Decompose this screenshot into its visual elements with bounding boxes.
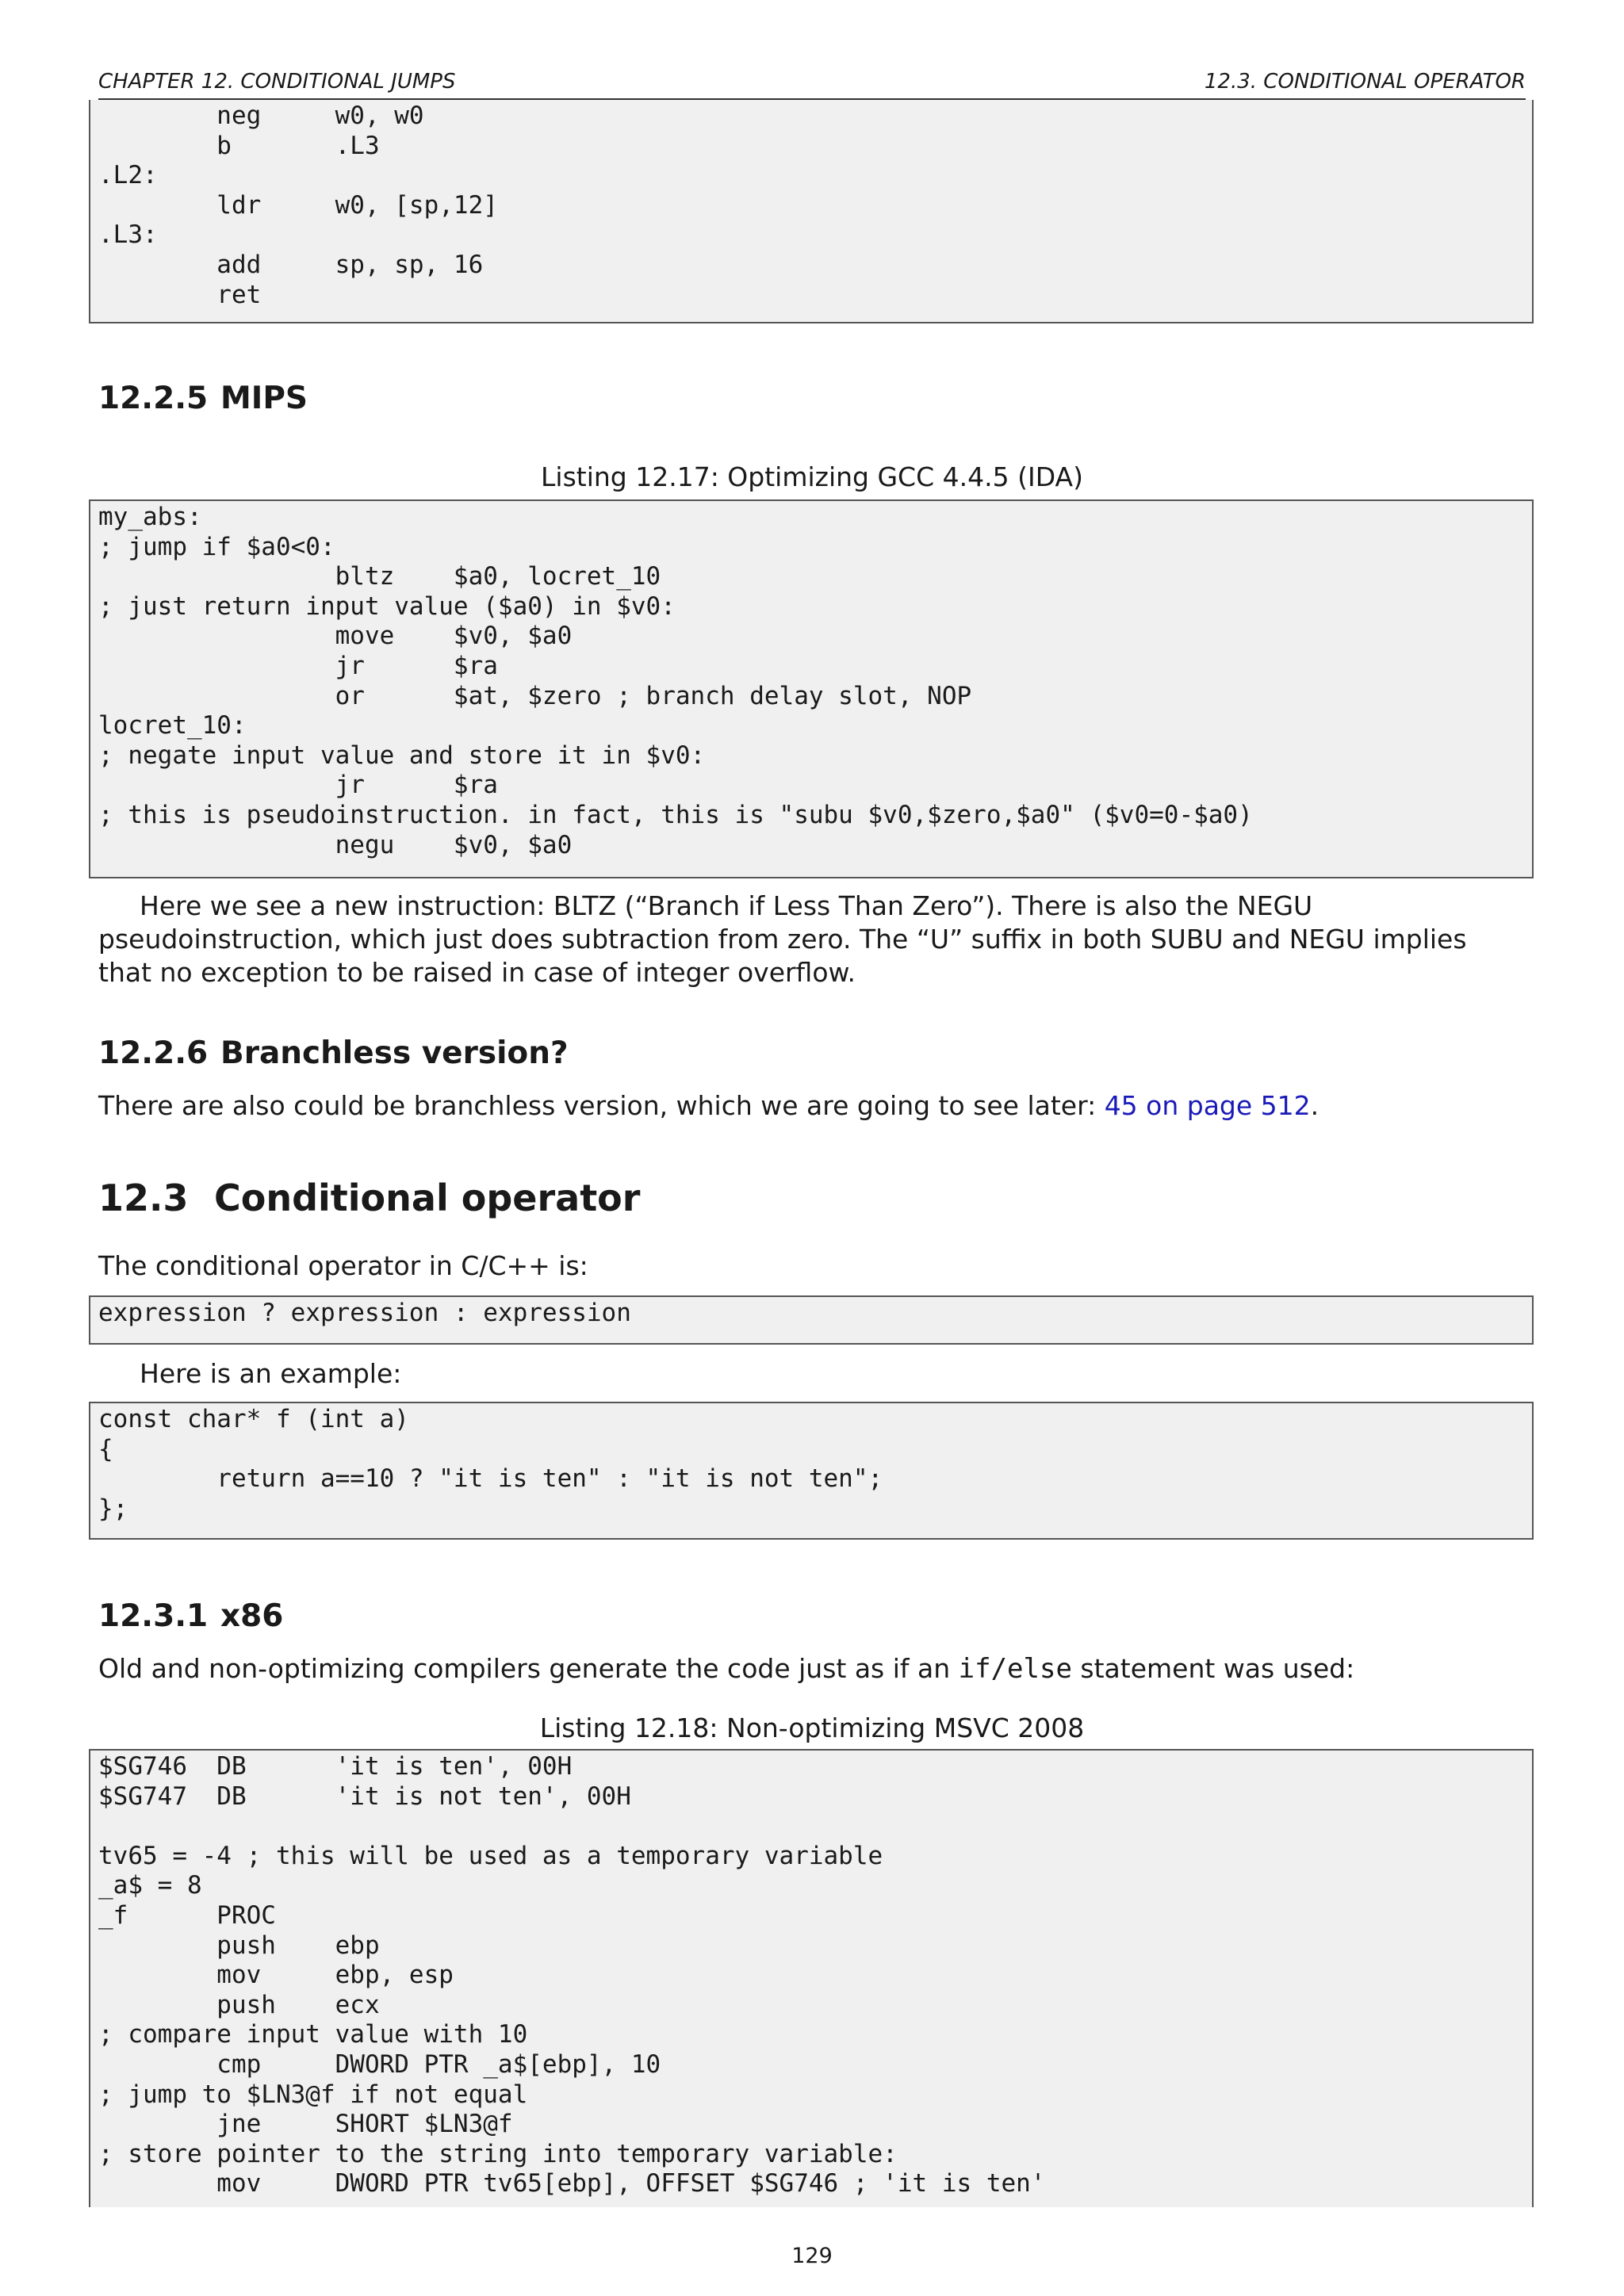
section-number: 12.3 bbox=[98, 1177, 189, 1219]
code-line: b .L3 bbox=[98, 131, 380, 160]
code-line: const char* f (int a) bbox=[98, 1405, 409, 1433]
code-block-msvc bbox=[89, 1749, 1534, 2207]
code-line: negu $v0, $a0 bbox=[98, 830, 573, 859]
code-line: expression ? expression : expression bbox=[98, 1299, 631, 1327]
code-line bbox=[98, 1812, 1524, 1842]
code-line: jr $ra bbox=[98, 651, 498, 680]
code-line: move $v0, $a0 bbox=[98, 622, 573, 651]
cross-reference-link[interactable]: 45 on page 512 bbox=[1104, 1090, 1311, 1121]
code-line: ; just return input value ($a0) in $v0: bbox=[98, 591, 676, 621]
header-section: 12.3. CONDITIONAL OPERATOR bbox=[1204, 70, 1526, 94]
header-chapter: CHAPTER 12. CONDITIONAL JUMPS bbox=[98, 70, 456, 94]
code-line: return a==10 ? "it is ten" : "it is not ten"; bbox=[98, 1464, 883, 1494]
code-line: ; this is pseudoinstruction. in fact, this is "subu $v0,$zero,$a0" ($v0=0-$a0) bbox=[98, 800, 1253, 829]
section-title: Conditional operator bbox=[214, 1177, 641, 1219]
section-number: 12.2.5 bbox=[98, 381, 209, 416]
code-line: .L2: bbox=[98, 161, 158, 190]
code-line: mov ebp, esp bbox=[98, 1961, 454, 1990]
section-heading-branchless bbox=[98, 1035, 569, 1071]
listing-caption-12-18: Listing 12.18: Non-optimizing MSVC 2008 bbox=[539, 1712, 1085, 1743]
code-block-c-example bbox=[89, 1402, 1534, 1540]
section-heading-mips bbox=[98, 381, 308, 416]
code-line: ; jump if $a0<0: bbox=[98, 532, 335, 561]
code-line: .L3: bbox=[98, 220, 158, 250]
inline-code-if-else: if/else bbox=[958, 1653, 1072, 1685]
code-line: _a$ = 8 bbox=[98, 1871, 202, 1900]
code-line: push ecx bbox=[98, 1990, 380, 2019]
code-line: or $at, $zero ; branch delay slot, NOP bbox=[98, 681, 972, 710]
code-line: push ebp bbox=[98, 1931, 380, 1960]
section-title: Branchless version? bbox=[220, 1035, 569, 1071]
section-number: 12.2.6 bbox=[98, 1035, 209, 1071]
code-line: bltz $a0, locret_10 bbox=[98, 562, 661, 591]
code-line: mov DWORD PTR tv65[ebp], OFFSET $SG746 ; 'it is ten' bbox=[98, 2169, 1046, 2198]
code-line: ; negate input value and store it in $v0: bbox=[98, 740, 706, 770]
paragraph-text: There are also could be branchless version, which we are going to see later: bbox=[98, 1090, 1105, 1121]
section-heading-x86 bbox=[98, 1598, 283, 1634]
code-line: $SG746 DB 'it is ten', 00H bbox=[98, 1752, 573, 1781]
code-line: jne SHORT $LN3@f bbox=[98, 2110, 513, 2139]
code-line: }; bbox=[98, 1494, 128, 1523]
listing-caption-12-17: Listing 12.17: Optimizing GCC 4.4.5 (IDA) bbox=[541, 461, 1083, 492]
code-line: $SG747 DB 'it is not ten', 00H bbox=[98, 1781, 631, 1811]
running-header bbox=[98, 70, 1526, 100]
code-line: { bbox=[98, 1434, 113, 1464]
code-line: my_abs: bbox=[98, 503, 202, 531]
code-line: jr $ra bbox=[98, 771, 498, 800]
paragraph-conditional-intro: The conditional operator in C/C++ is: bbox=[98, 1250, 588, 1281]
paragraph-tail: statement was used: bbox=[1071, 1653, 1355, 1684]
code-block-arm64-tail bbox=[89, 100, 1534, 323]
paragraph-mips-explanation: Here we see a new instruction: BLTZ (“Branch if Less Than Zero”). There is also the NEGU pseudoinstruction, which just does subtraction from zero. The “U” suffix in both SUBU and NEGU implies that no exception to be raised in case of integer overflow. bbox=[98, 890, 1467, 988]
paragraph-text: Old and non-optimizing compilers generate the code just as if an bbox=[98, 1653, 959, 1684]
paragraph-tail: . bbox=[1310, 1090, 1320, 1121]
paragraph-example-intro: Here is an example: bbox=[140, 1358, 402, 1389]
code-line: locret_10: bbox=[98, 711, 247, 740]
code-line: neg w0, w0 bbox=[98, 101, 424, 130]
code-block-conditional-syntax bbox=[89, 1295, 1534, 1345]
section-number: 12.3.1 bbox=[98, 1598, 209, 1634]
code-line: ; jump to $LN3@f if not equal bbox=[98, 2080, 528, 2109]
paragraph-x86-intro bbox=[98, 1652, 1526, 1686]
code-line: ; store pointer to the string into temporary variable: bbox=[98, 2139, 898, 2168]
code-line: ldr w0, [sp,12] bbox=[98, 190, 498, 220]
section-title: MIPS bbox=[220, 381, 308, 416]
code-line: ret bbox=[98, 280, 262, 309]
paragraph-branchless bbox=[98, 1089, 1526, 1123]
code-line: _f PROC bbox=[98, 1900, 276, 1930]
code-line: tv65 = -4 ; this will be used as a temporary variable bbox=[98, 1841, 883, 1870]
code-line: cmp DWORD PTR _a$[ebp], 10 bbox=[98, 2049, 661, 2079]
code-line: ; compare input value with 10 bbox=[98, 2020, 528, 2049]
page-number: 129 bbox=[791, 2244, 833, 2268]
code-line: add sp, sp, 16 bbox=[98, 250, 484, 279]
section-title: x86 bbox=[220, 1598, 284, 1634]
code-block-mips bbox=[89, 499, 1534, 878]
section-heading-conditional-operator bbox=[98, 1177, 640, 1219]
